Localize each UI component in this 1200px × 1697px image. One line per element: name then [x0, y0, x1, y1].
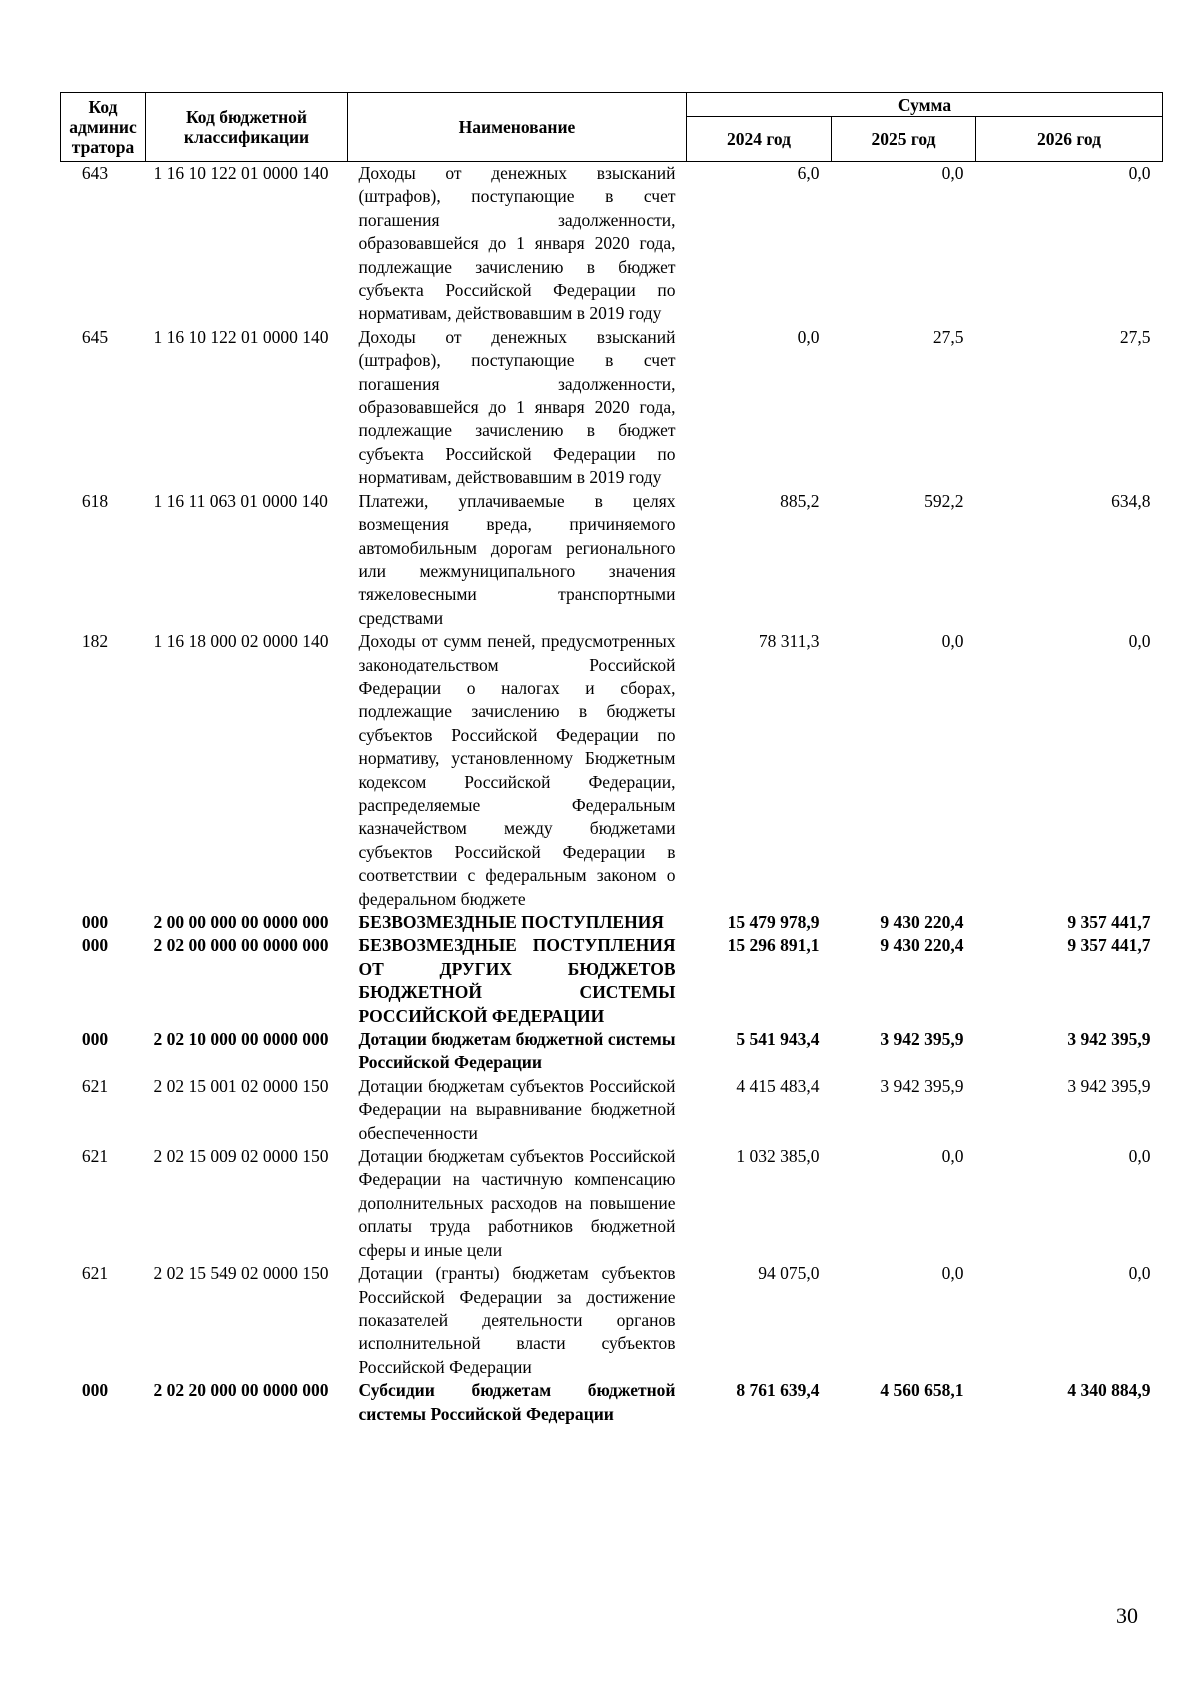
amount-2025-cell: 0,0	[941, 631, 964, 652]
table-row	[61, 1145, 1163, 1262]
amount-2024-cell: 0,0	[797, 326, 820, 347]
name-cell: БЕЗВОЗМЕЗДНЫЕ ПОСТУПЛЕНИЯ	[358, 912, 664, 932]
kbk-cell: 1 16 10 122 01 0000 140	[153, 326, 329, 347]
admin-code-cell: 000	[81, 935, 109, 956]
name-cell: Дотации бюджетам субъектов Российской Федерации на частичную компенсацию дополнительных расходов на повышение оплаты труда работников бюджетной сферы и иные цели	[358, 1146, 676, 1260]
amount-2024-cell: 15 479 978,9	[727, 912, 820, 932]
amount-2024-cell: 885,2	[780, 490, 820, 511]
amount-2026-cell: 0,0	[1128, 1146, 1151, 1167]
amount-2026-cell: 0,0	[1128, 163, 1151, 183]
header-sum: Сумма	[687, 93, 1163, 117]
amount-2024-cell: 78 311,3	[758, 631, 820, 652]
amount-2025-cell: 592,2	[924, 490, 964, 511]
admin-code-cell: 621	[81, 1075, 109, 1096]
amount-2026-cell: 3 942 395,9	[1067, 1029, 1151, 1050]
admin-code-cell: 618	[81, 490, 109, 511]
name-cell: Дотации бюджетам субъектов Российской Федерации на выравнивание бюджетной обеспеченности	[358, 1075, 676, 1143]
table-header	[61, 93, 1163, 162]
name-cell: Субсидии бюджетам бюджетной системы Российской Федерации	[358, 1380, 676, 1424]
amount-2024-cell: 4 415 483,4	[736, 1075, 820, 1096]
table-row	[61, 326, 1163, 490]
header-year-2024: 2024 год	[687, 117, 832, 162]
amount-2024-cell: 15 296 891,1	[727, 935, 820, 956]
amount-2026-cell: 27,5	[1119, 326, 1151, 347]
amount-2026-cell: 9 357 441,7	[1067, 912, 1151, 932]
kbk-cell: 2 02 00 000 00 0000 000	[153, 935, 329, 956]
table-row	[61, 911, 1163, 934]
name-cell: Платежи, уплачиваемые в целях возмещения вреда, причиняемого автомобильным дорогам регионального или межмуниципального значения тяжеловесными транспортными средствами	[358, 490, 676, 628]
amount-2026-cell: 9 357 441,7	[1067, 935, 1151, 956]
header-admin-line-1: Код	[88, 97, 118, 117]
amount-2024-cell: 6,0	[797, 163, 820, 183]
amount-2025-cell: 3 942 395,9	[880, 1029, 964, 1050]
amount-2024-cell: 1 032 385,0	[736, 1146, 820, 1167]
kbk-cell: 2 02 20 000 00 0000 000	[153, 1380, 329, 1401]
header-kbk-line-1: Код бюджетной	[185, 107, 307, 127]
name-cell: Доходы от денежных взысканий (штрафов), поступающие в счет погашения задолженности, образовавшейся до 1 января 2020 года, подлежащие зачислению в бюджет субъекта Российской Федерации по нормативам, действовавшим в 2019 году	[358, 163, 676, 324]
amount-2025-cell: 0,0	[941, 1146, 964, 1167]
header-name: Наименование	[348, 93, 687, 162]
page-number: 30	[1116, 1603, 1138, 1628]
admin-code-cell: 000	[81, 912, 109, 932]
header-year-2026: 2026 год	[976, 117, 1163, 162]
table-row	[61, 1028, 1163, 1075]
name-cell: Доходы от денежных взысканий (штрафов), поступающие в счет погашения задолженности, образовавшейся до 1 января 2020 года, подлежащие зачислению в бюджет субъекта Российской Федерации по нормативам, действовавшим в 2019 году	[358, 326, 676, 488]
amount-2025-cell: 27,5	[932, 326, 964, 347]
amount-2026-cell: 3 942 395,9	[1067, 1075, 1151, 1096]
amount-2024-cell: 8 761 639,4	[736, 1380, 820, 1401]
table-row	[61, 1379, 1163, 1426]
admin-code-cell: 621	[81, 1146, 109, 1167]
table-body	[61, 162, 1163, 1426]
header-admin-line-3: тратора	[71, 137, 135, 157]
name-cell: БЕЗВОЗМЕЗДНЫЕ ПОСТУПЛЕНИЯ ОТ ДРУГИХ БЮДЖЕТОВ БЮДЖЕТНОЙ СИСТЕМЫ РОССИЙСКОЙ ФЕДЕРАЦИИ	[358, 935, 676, 1026]
budget-table	[60, 92, 1163, 1426]
amount-2025-cell: 0,0	[941, 163, 964, 183]
amount-2025-cell: 3 942 395,9	[880, 1075, 964, 1096]
kbk-cell: 2 02 10 000 00 0000 000	[153, 1029, 329, 1050]
amount-2026-cell: 0,0	[1128, 1263, 1151, 1284]
admin-code-cell: 000	[81, 1380, 109, 1401]
header-admin-line-2: админис	[69, 117, 137, 137]
amount-2025-cell: 0,0	[941, 1263, 964, 1284]
kbk-cell: 1 16 10 122 01 0000 140	[153, 163, 329, 183]
kbk-cell: 1 16 18 000 02 0000 140	[153, 631, 329, 652]
amount-2025-cell: 4 560 658,1	[880, 1380, 964, 1401]
budget-document	[60, 92, 1162, 1426]
admin-code-cell: 000	[81, 1029, 109, 1050]
name-cell: Дотации (гранты) бюджетам субъектов Российской Федерации за достижение показателей деятельности органов исполнительной власти субъектов Российской Федерации	[358, 1263, 676, 1377]
amount-2024-cell: 94 075,0	[758, 1263, 820, 1284]
table-row	[61, 1075, 1163, 1145]
name-cell: Доходы от сумм пеней, предусмотренных законодательством Российской Федерации о налогах и сборах, подлежащие зачислению в бюджеты субъектов Российской Федерации по нормативу, установленному Бюджетным кодексом Российской Федерации, распределяемые Федеральным казначейством между бюджетами субъектов Российской Федерации в соответствии с федеральным законом о федеральном бюджете	[358, 631, 676, 909]
table-row	[61, 1262, 1163, 1379]
header-admin-code	[61, 93, 146, 162]
admin-code-cell: 643	[81, 163, 109, 183]
header-year-2025: 2025 год	[832, 117, 976, 162]
name-cell: Дотации бюджетам бюджетной системы Российской Федерации	[358, 1029, 676, 1073]
table-row	[61, 162, 1163, 326]
header-kbk	[146, 93, 348, 162]
table-row	[61, 630, 1163, 911]
amount-2026-cell: 0,0	[1128, 631, 1151, 652]
amount-2025-cell: 9 430 220,4	[880, 912, 964, 932]
amount-2025-cell: 9 430 220,4	[880, 935, 964, 956]
amount-2024-cell: 5 541 943,4	[736, 1029, 820, 1050]
table-row	[61, 490, 1163, 630]
kbk-cell: 2 02 15 549 02 0000 150	[153, 1263, 329, 1284]
amount-2026-cell: 634,8	[1111, 490, 1151, 511]
header-kbk-line-2: классификации	[183, 127, 310, 147]
table-row	[61, 934, 1163, 1028]
kbk-cell: 1 16 11 063 01 0000 140	[153, 490, 328, 511]
amount-2026-cell: 4 340 884,9	[1067, 1380, 1151, 1401]
admin-code-cell: 182	[81, 631, 109, 652]
kbk-cell: 2 00 00 000 00 0000 000	[153, 912, 329, 932]
admin-code-cell: 621	[81, 1263, 109, 1284]
kbk-cell: 2 02 15 001 02 0000 150	[153, 1075, 329, 1096]
kbk-cell: 2 02 15 009 02 0000 150	[153, 1146, 329, 1167]
admin-code-cell: 645	[81, 326, 109, 347]
